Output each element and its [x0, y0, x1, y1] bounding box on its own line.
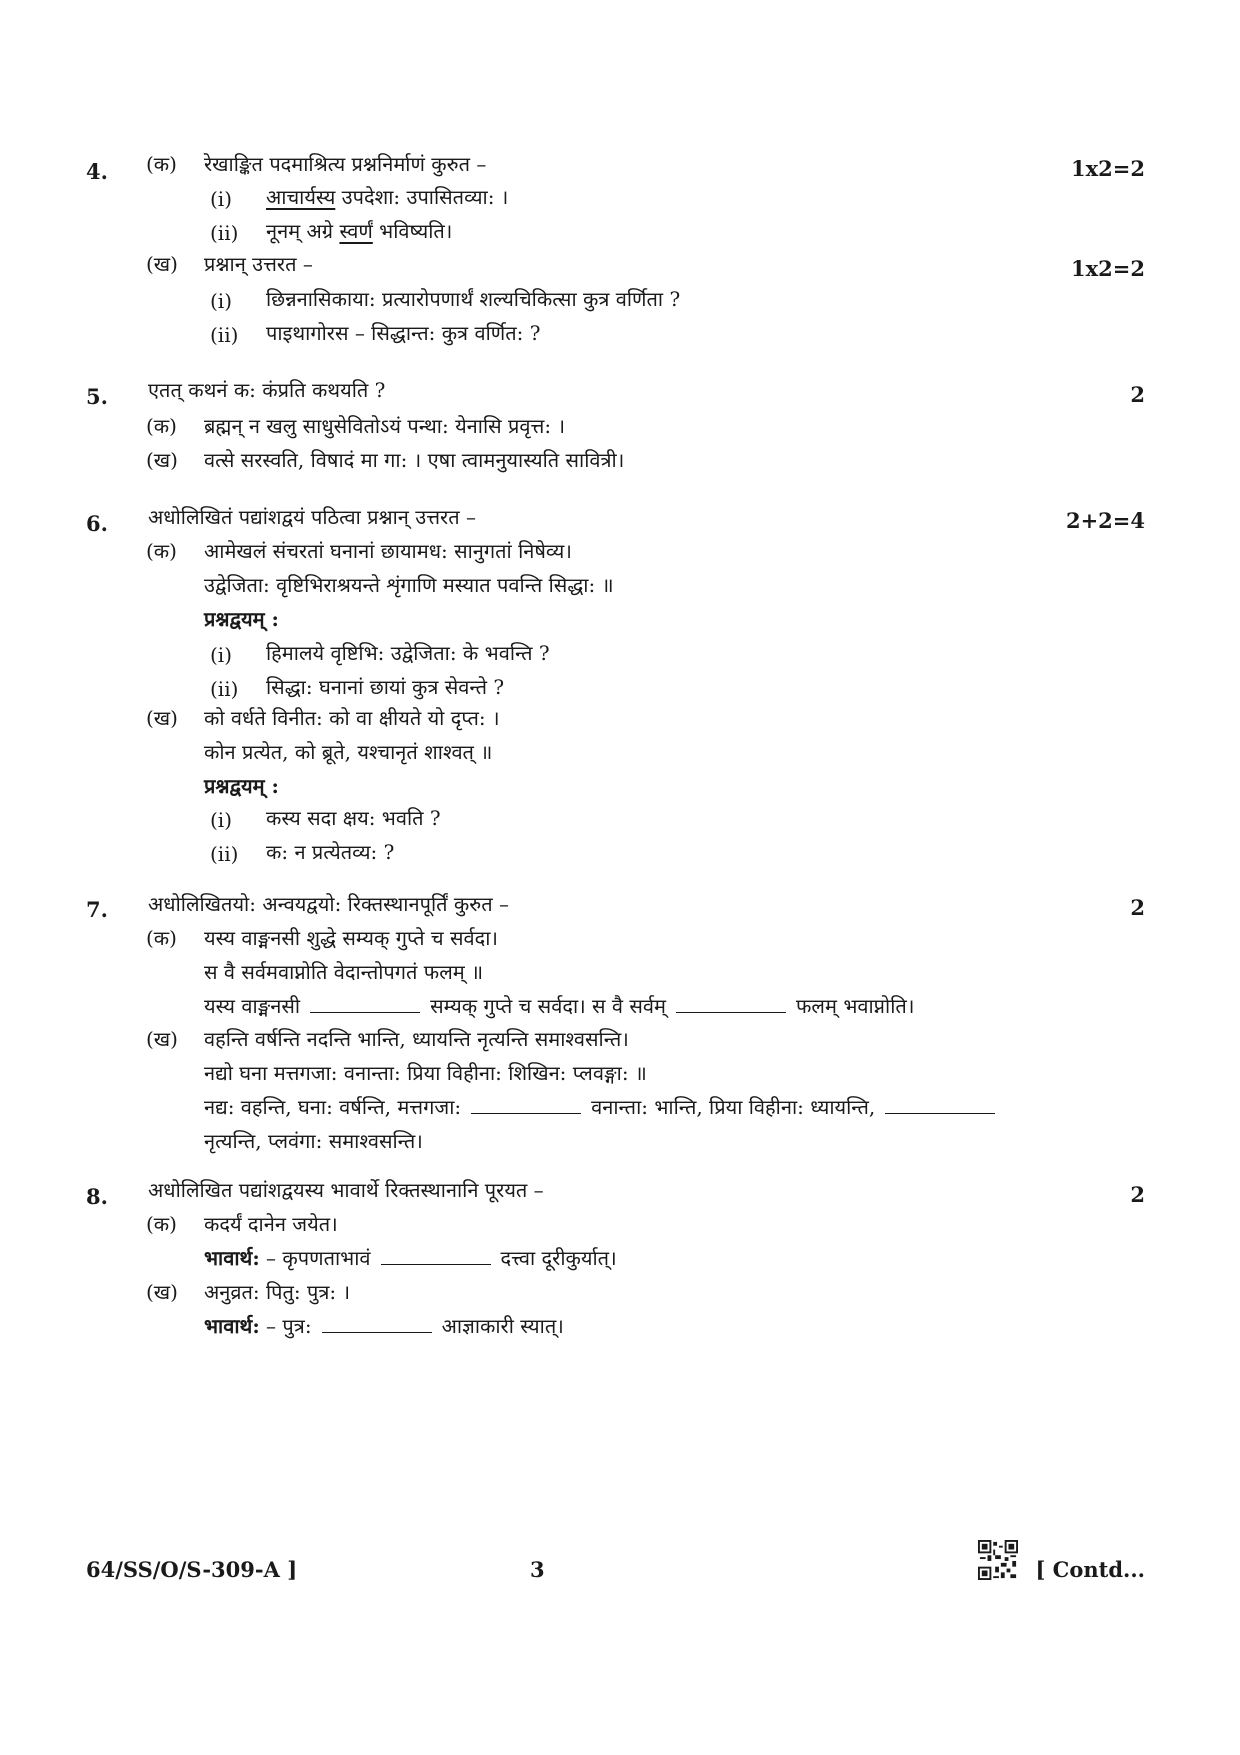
q8-a-bhavartha: भावार्थ: – कृपणताभावं दत्त्वा दूरीकुर्यात्। — [204, 1246, 617, 1270]
question-5-number: 5. — [86, 384, 108, 409]
q5-instruction: एतत् कथनं क: कंप्रति कथयति ? — [148, 378, 386, 402]
q6-b-questions-heading: प्रश्नद्वयम् : — [204, 774, 279, 798]
q6-marks: 2+2=4 — [1065, 508, 1145, 533]
q6-b-i-label: (i) — [210, 808, 233, 832]
q4-a-ii-label: (ii) — [210, 221, 239, 245]
question-4-number: 4. — [86, 159, 108, 184]
continued-marker: [ Contd... — [1035, 1557, 1145, 1582]
page-number: 3 — [530, 1557, 545, 1582]
fill-blank — [322, 1314, 432, 1333]
q4-part-a-label: (क) — [146, 152, 177, 176]
q6-a-ii-label: (ii) — [210, 677, 239, 701]
q6-part-a-label: (क) — [146, 539, 177, 563]
q6-part-b-label: (ख) — [146, 706, 178, 730]
fill-blank — [471, 1095, 581, 1114]
q4-b-i-label: (i) — [210, 289, 233, 313]
q5-part-a-text: ब्रह्मन् न खलु साधुसेवितोऽयं पन्था: येनासि प्रवृत्त: । — [204, 414, 566, 438]
q8-part-b-label: (ख) — [146, 1280, 178, 1304]
q7-b-anvaya-line-2: नृत्यन्ति, प्लवंगा: समाश्वसन्ति। — [204, 1129, 423, 1153]
q6-b-verse-line-1: को वर्धते विनीत: को वा क्षीयते यो दृप्त: । — [204, 706, 500, 730]
q6-b-i-question: कस्य सदा क्षय: भवति ? — [266, 806, 441, 830]
q6-a-verse-line-2: उद्वेजिता: वृष्टिभिराश्रयन्ते शृंगाणि मस्यात पवन्ति सिद्धा: ॥ — [204, 573, 614, 597]
q8-a-verse: कदर्यं दानेन जयेत। — [204, 1212, 338, 1236]
fill-blank — [310, 994, 420, 1013]
q7-b-verse-line-1: वहन्ति वर्षन्ति नदन्ति भान्ति, ध्यायन्ति नृत्यन्ति समाश्वसन्ति। — [204, 1027, 629, 1051]
question-7-number: 7. — [86, 897, 108, 922]
q6-a-i-question: हिमालये वृष्टिभि: उद्वेजिता: के भवन्ति ? — [266, 641, 550, 665]
q4-b-ii-question: पाइथागोरस – सिद्धान्त: कुत्र वर्णित: ? — [266, 321, 541, 345]
qr-code-icon — [978, 1540, 1018, 1580]
q4-a-i-sentence: आचार्यस्य उपदेशा: उपासितव्या: । — [266, 185, 509, 209]
q8-b-verse: अनुव्रत: पितु: पुत्र: । — [204, 1280, 351, 1304]
q4-part-b-instruction: प्रश्नान् उत्तरत – — [204, 252, 313, 276]
q4-a-i-label: (i) — [210, 187, 233, 211]
q8-marks: 2 — [1130, 1182, 1145, 1207]
q6-a-questions-heading: प्रश्नद्वयम् : — [204, 607, 279, 631]
q4-part-b-marks: 1x2=2 — [1071, 256, 1145, 281]
q7-instruction: अधोलिखितयो: अन्वयद्वयो: रिक्तस्थानपूर्तिं कुरुत – — [148, 892, 509, 916]
q7-a-anvaya: यस्य वाङ्मनसी सम्यक् गुप्ते च सर्वदा। स वै सर्वम् फलम् भवाप्नोति। — [204, 994, 915, 1018]
q6-a-verse-line-1: आमेखलं संचरतां घनानां छायामध: सानुगतां निषेव्य। — [204, 539, 572, 563]
q6-b-ii-label: (ii) — [210, 842, 239, 866]
q6-b-ii-question: क: न प्रत्येतव्य: ? — [266, 840, 395, 864]
q5-marks: 2 — [1130, 382, 1145, 407]
paper-code: 64/SS/O/S-309-A ] — [86, 1557, 298, 1582]
q4-b-ii-label: (ii) — [210, 323, 239, 347]
q7-b-verse-line-2: नद्यो घना मत्तगजा: वनान्ता: प्रिया विहीना: शिखिन: प्लवङ्गा: ॥ — [204, 1061, 647, 1085]
q4-a-ii-sentence: नूनम् अग्रे स्वर्णं भविष्यति। — [266, 219, 453, 243]
fill-blank — [381, 1246, 491, 1265]
underlined-word: आचार्यस्य — [266, 185, 336, 209]
q5-part-b-label: (ख) — [146, 448, 178, 472]
q7-a-verse-line-2: स वै सर्वमवाप्नोति वेदान्तोपगतं फलम् ॥ — [204, 960, 484, 984]
q8-part-a-label: (क) — [146, 1212, 177, 1236]
q7-part-b-label: (ख) — [146, 1027, 178, 1051]
q5-part-b-text: वत्से सरस्वति, विषादं मा गा: । एषा त्वामनुयास्यति सावित्री। — [204, 448, 625, 472]
q4-part-b-label: (ख) — [146, 252, 178, 276]
q4-part-a-instruction: रेखाङ्कित पदमाश्रित्य प्रश्ननिर्माणं कुरुत – — [204, 152, 487, 176]
q7-marks: 2 — [1130, 895, 1145, 920]
q5-part-a-label: (क) — [146, 414, 177, 438]
fill-blank — [676, 994, 786, 1013]
question-6-number: 6. — [86, 511, 108, 536]
q6-a-i-label: (i) — [210, 643, 233, 667]
q6-b-verse-line-2: कोन प्रत्येत, को ब्रूते, यश्चानृतं शाश्वत् ॥ — [204, 740, 493, 764]
q7-b-anvaya-line-1: नद्य: वहन्ति, घना: वर्षन्ति, मत्तगजा: वनान्ता: भान्ति, प्रिया विहीना: ध्यायन्ति, — [204, 1093, 1005, 1121]
q4-part-a-marks: 1x2=2 — [1071, 156, 1145, 181]
question-8-number: 8. — [86, 1184, 108, 1209]
q4-b-i-question: छिन्ननासिकाया: प्रत्यारोपणार्थं शल्यचिकित्सा कुत्र वर्णिता ? — [266, 287, 681, 311]
q8-instruction: अधोलिखित पद्यांशद्वयस्य भावार्थे रिक्तस्थानानि पूरयत – — [148, 1178, 544, 1202]
underlined-word: स्वर्णं — [339, 219, 373, 243]
q7-a-verse-line-1: यस्य वाङ्मनसी शुद्धे सम्यक् गुप्ते च सर्वदा। — [204, 926, 498, 950]
q7-part-a-label: (क) — [146, 926, 177, 950]
fill-blank — [885, 1095, 995, 1114]
q6-instruction: अधोलिखितं पद्यांशद्वयं पठित्वा प्रश्नान् उत्तरत – — [148, 505, 476, 529]
q8-b-bhavartha: भावार्थ: – पुत्र: आज्ञाकारी स्यात्। — [204, 1314, 564, 1338]
q6-a-ii-question: सिद्धा: घनानां छायां कुत्र सेवन्ते ? — [266, 675, 505, 699]
